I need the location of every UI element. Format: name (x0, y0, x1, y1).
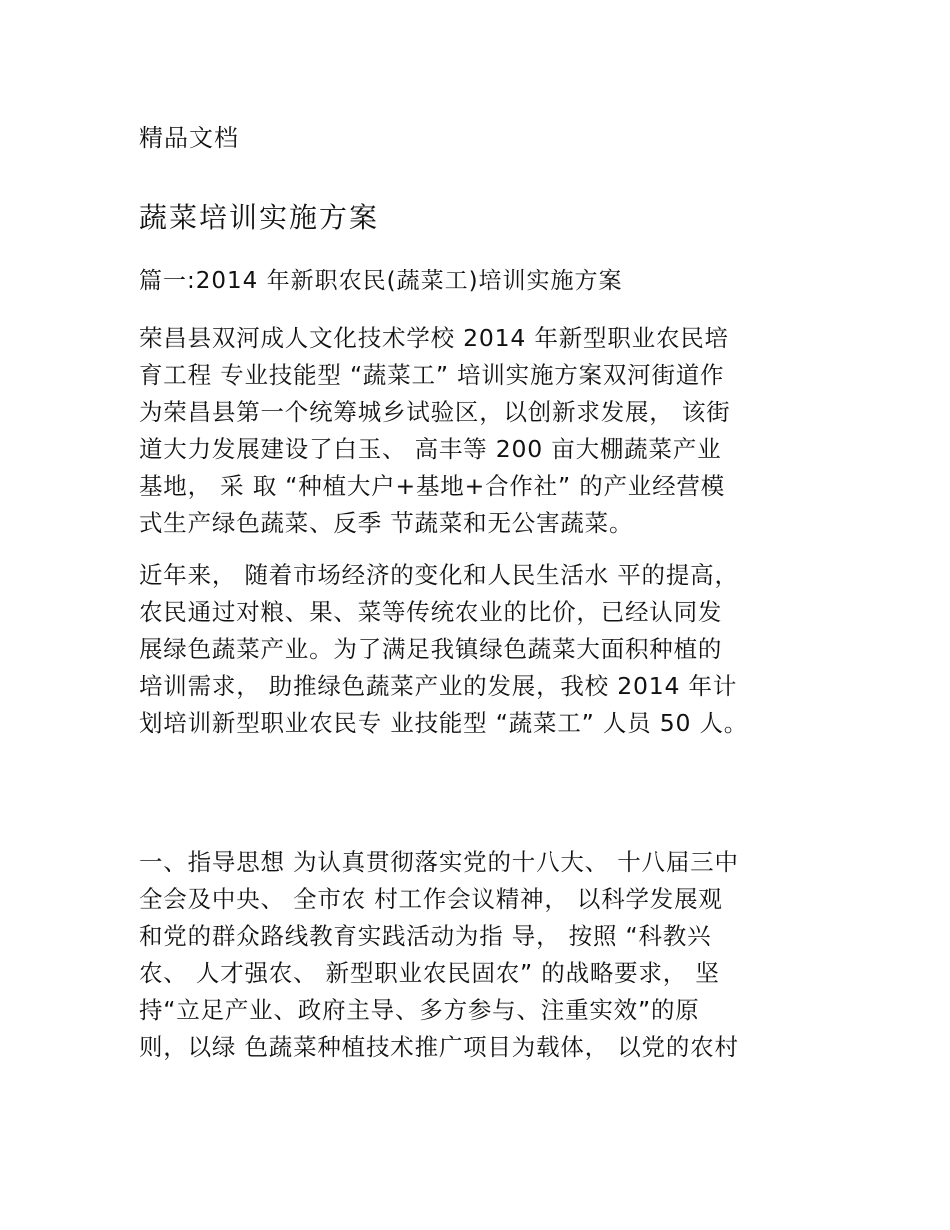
paragraph-line: 农民通过对粮、果、菜等传统农业的比价，已经认同发 (139, 598, 723, 626)
document-header: 精品文档 (139, 124, 239, 152)
document-title: 蔬菜培训实施方案 (139, 201, 380, 234)
paragraph-line: 育工程 专业技能型 “蔬菜工” 培训实施方案双河街道作 (139, 361, 725, 389)
paragraph-line: 则，以绿 色蔬菜种植技术推广项目为载体， 以党的农村 (139, 1033, 739, 1061)
paragraph-line: 展绿色蔬菜产业。为了满足我镇绿色蔬菜大面积种植的 (139, 635, 723, 663)
paragraph-line: 基地， 采 取 “种植大户+基地+合作社” 的产业经营模 (139, 472, 726, 500)
paragraph-3 (139, 844, 819, 1066)
paragraph-line: 近年来， 随着市场经济的变化和人民生活水 平的提高， (139, 561, 739, 589)
paragraph-line: 划培训新型职业农民专 业技能型 “蔬菜工” 人员 50 人。 (139, 709, 749, 737)
paragraph-line: 农、 人才强农、 新型职业农民固农” 的战略要求， 坚 (139, 959, 720, 987)
paragraph-line: 为荣昌县第一个统筹城乡试验区，以创新求发展， 该街 (139, 398, 731, 426)
paragraph-line: 持“立足产业、政府主导、多方参与、注重实效”的原 (139, 996, 700, 1024)
paragraph-line: 培训需求， 助推绿色蔬菜产业的发展，我校 2014 年计 (139, 672, 738, 700)
paragraph-line: 全会及中央、 全市农 村工作会议精神， 以科学发展观 (139, 885, 723, 913)
paragraph-line: 式生产绿色蔬菜、反季 节蔬菜和无公害蔬菜。 (139, 509, 634, 537)
paragraph-line: 道大力发展建设了白玉、 高丰等 200 亩大棚蔬菜产业 (139, 435, 722, 463)
paragraph-line: 荣昌县双河成人文化技术学校 2014 年新型职业农民培 (139, 324, 729, 352)
paragraph-1 (139, 320, 819, 542)
paragraph-line: 和党的群众路线教育实践活动为指 导， 按照 “科教兴 (139, 922, 712, 950)
paragraph-line: 一、指导思想 为认真贯彻落实党的十八大、 十八届三中 (139, 848, 739, 876)
paragraph-2 (139, 557, 819, 742)
document-subtitle: 篇一:2014 年新职农民(蔬菜工)培训实施方案 (139, 268, 623, 294)
